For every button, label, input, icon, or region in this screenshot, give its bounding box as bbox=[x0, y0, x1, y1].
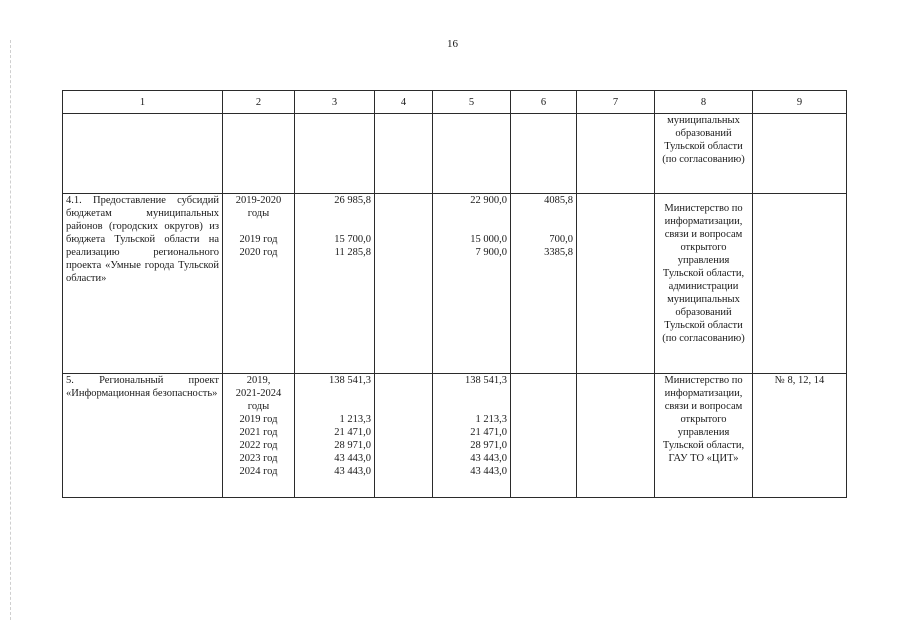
column-5-cell-line: 28 971,0 bbox=[470, 440, 507, 451]
column-5-cell-line bbox=[436, 207, 507, 220]
period-cell-line: 2022 год bbox=[239, 440, 278, 451]
header-cell: 1 bbox=[63, 91, 223, 114]
total-amount-cell-line: 138 541,3 bbox=[329, 375, 371, 386]
column-6-cell-line bbox=[514, 207, 573, 220]
executor-cell: муниципальных образований Тульской области (по согласованию) bbox=[655, 114, 753, 194]
period-cell-line: 2019 год bbox=[239, 414, 278, 425]
column-6-cell-line: 4085,8 bbox=[544, 195, 573, 206]
header-row bbox=[63, 91, 847, 114]
period-cell-line: 2019-2020 bbox=[235, 195, 282, 206]
total-amount-cell-line: 1 213,3 bbox=[339, 414, 371, 425]
header-cell: 9 bbox=[753, 91, 847, 114]
table-row bbox=[63, 114, 847, 194]
period-cell-line: 2020 год bbox=[239, 247, 278, 258]
total-amount-cell-line: 15 700,0 bbox=[334, 234, 371, 245]
column-5-cell bbox=[433, 194, 511, 374]
header-cell: 2 bbox=[223, 91, 295, 114]
page-edge-marks bbox=[10, 40, 12, 620]
page-number: 16 bbox=[447, 38, 458, 50]
column-5-cell bbox=[433, 114, 511, 194]
period-cell bbox=[223, 114, 295, 194]
header-cell: 8 bbox=[655, 91, 753, 114]
total-amount-cell-line bbox=[298, 400, 371, 413]
period-cell-line: 2021 год bbox=[239, 427, 278, 438]
column-5-cell-line: 21 471,0 bbox=[470, 427, 507, 438]
column-6-cell-line: 700,0 bbox=[549, 234, 573, 245]
header-cell: 6 bbox=[511, 91, 577, 114]
indicator-cell: № 8, 12, 14 bbox=[753, 374, 847, 498]
table-row bbox=[63, 374, 847, 498]
column-5-cell-line: 22 900,0 bbox=[470, 195, 507, 206]
column-4-cell bbox=[375, 194, 433, 374]
period-cell-line bbox=[226, 220, 291, 233]
table-row bbox=[63, 194, 847, 374]
column-7-cell bbox=[577, 114, 655, 194]
column-5-cell-line: 15 000,0 bbox=[470, 234, 507, 245]
column-6-cell bbox=[511, 114, 577, 194]
total-amount-cell-line: 43 443,0 bbox=[334, 466, 371, 477]
column-4-cell bbox=[375, 114, 433, 194]
total-amount-cell-line: 26 985,8 bbox=[334, 195, 371, 206]
activity-name-cell bbox=[63, 114, 223, 194]
column-6-cell-line bbox=[514, 220, 573, 233]
executor-cell: Министерство по информатизации, связи и вопросам открытого управления Тульской области, администрации муниципальных образований Тульской области (по согласованию) bbox=[655, 194, 753, 374]
column-5-cell-line bbox=[436, 387, 507, 400]
indicator-cell bbox=[753, 194, 847, 374]
column-5-cell-line: 138 541,3 bbox=[465, 375, 507, 386]
period-cell-line: годы bbox=[247, 401, 270, 412]
column-5-cell-line bbox=[436, 400, 507, 413]
column-5-cell-line bbox=[436, 220, 507, 233]
header-cell: 7 bbox=[577, 91, 655, 114]
column-6-cell bbox=[511, 194, 577, 374]
total-amount-cell-line bbox=[298, 207, 371, 220]
total-amount-cell bbox=[295, 114, 375, 194]
column-5-cell-line: 7 900,0 bbox=[475, 247, 507, 258]
activity-name-cell: 4.1. Предоставление субсидий бюджетам муниципальных районов (городских округов) из бюджета Тульской области на реализацию регионального проекта «Умные города Тульской области» bbox=[63, 194, 223, 374]
total-amount-cell bbox=[295, 374, 375, 498]
total-amount-cell-line: 11 285,8 bbox=[334, 247, 371, 258]
column-5-cell bbox=[433, 374, 511, 498]
period-cell-line: 2019, bbox=[246, 375, 271, 386]
period-cell-line: годы bbox=[247, 208, 270, 219]
indicator-cell bbox=[753, 114, 847, 194]
total-amount-cell bbox=[295, 194, 375, 374]
period-cell bbox=[223, 194, 295, 374]
column-6-cell bbox=[511, 374, 577, 498]
column-5-cell-line: 43 443,0 bbox=[470, 466, 507, 477]
executor-cell: Министерство по информатизации, связи и вопросам открытого управления Тульской области, ГАУ ТО «ЦИТ» bbox=[655, 374, 753, 498]
column-7-cell bbox=[577, 194, 655, 374]
total-amount-cell-line bbox=[298, 220, 371, 233]
activity-name-cell: 5. Региональный проект «Информационная безопасность» bbox=[63, 374, 223, 498]
period-cell bbox=[223, 374, 295, 498]
column-7-cell bbox=[577, 374, 655, 498]
period-cell-line: 2019 год bbox=[239, 234, 278, 245]
total-amount-cell-line: 28 971,0 bbox=[334, 440, 371, 451]
total-amount-cell-line: 21 471,0 bbox=[334, 427, 371, 438]
period-cell-line: 2023 год bbox=[239, 453, 278, 464]
period-cell-line: 2021-2024 bbox=[235, 388, 282, 399]
total-amount-cell-line bbox=[298, 387, 371, 400]
header-cell: 3 bbox=[295, 91, 375, 114]
column-5-cell-line: 1 213,3 bbox=[475, 414, 507, 425]
column-6-cell-line: 3385,8 bbox=[544, 247, 573, 258]
period-cell-line: 2024 год bbox=[239, 466, 278, 477]
column-5-cell-line: 43 443,0 bbox=[470, 453, 507, 464]
program-table bbox=[62, 90, 847, 498]
header-cell: 4 bbox=[375, 91, 433, 114]
column-4-cell bbox=[375, 374, 433, 498]
header-cell: 5 bbox=[433, 91, 511, 114]
total-amount-cell-line: 43 443,0 bbox=[334, 453, 371, 464]
